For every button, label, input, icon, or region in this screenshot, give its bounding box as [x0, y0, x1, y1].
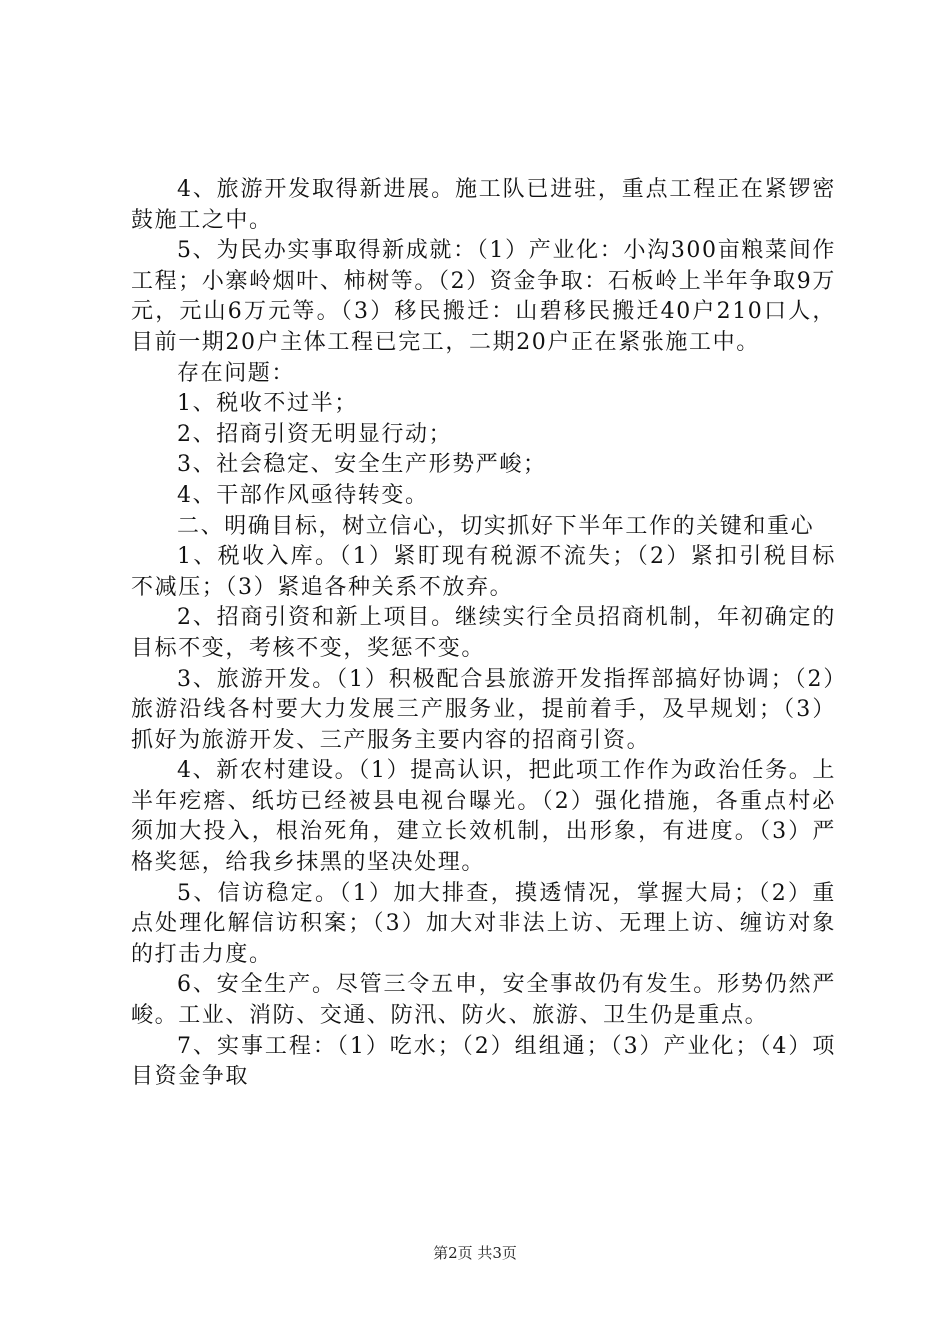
page-number-footer: 第2页 共3页 [433, 1244, 517, 1262]
paragraph-petition-stability: 5、信访稳定。（1）加大排查，摸透情况，掌握大局；（2）重点处理化解信访积案；（3）加大对非法上访、无理上访、缠访对象的打击力度。 [131, 880, 836, 967]
paragraph-tourism-progress: 4、旅游开发取得新进展。施工队已进驻，重点工程正在紧锣密鼓施工之中。 [131, 177, 836, 233]
paragraph-tax-collection: 1、税收入库。（1）紧盯现有税源不流失；（2）紧扣引税目标不减压；（3）紧追各种关系不放弃。 [131, 544, 836, 600]
paragraph-rural-construction: 4、新农村建设。（1）提高认识，把此项工作作为政治任务。上半年疙瘩、纸坊已经被县电视台曝光。（2）强化措施，各重点村必须加大投入，根治死角，建立长效机制，出形象，有进度。（3）严格奖惩，给我乡抹黑的坚决处理。 [131, 758, 836, 876]
paragraph-practical-projects: 7、实事工程：（1）吃水；（2）组组通；（3）产业化；（4）项目资金争取 [131, 1033, 836, 1090]
paragraph-problem-tax: 1、税收不过半； [177, 391, 358, 417]
paragraph-investment-projects: 2、招商引资和新上项目。继续实行全员招商机制，年初确定的目标不变，考核不变，奖惩不变。 [131, 605, 836, 661]
paragraph-tourism-development: 3、旅游开发。（1）积极配合县旅游开发指挥部搞好协调；（2）旅游沿线各村要大力发展三产服务业，提前着手，及早规划；（3）抓好为旅游开发、三产服务主要内容的招商引资。 [131, 666, 836, 753]
section-heading-goals: 二、明确目标，树立信心，切实抓好下半年工作的关键和重心 [177, 513, 815, 539]
paragraph-problems-heading: 存在问题： [177, 360, 296, 386]
paragraph-problem-safety: 3、社会稳定、安全生产形势严峻； [177, 452, 547, 478]
paragraph-public-affairs: 5、为民办实事取得新成就：（1）产业化：小沟300亩粮菜间作工程；小寨岭烟叶、柿树等。（2）资金争取：石板岭上半年争取9万元，元山6万元等。（3）移民搬迁：山碧移民搬迁40户210口人，目前一期20户主体工程已完工，二期20户正在紧张施工中。 [131, 238, 836, 355]
paragraph-problem-investment: 2、招商引资无明显行动； [177, 421, 453, 447]
document-body [131, 175, 836, 1093]
paragraph-production-safety: 6、安全生产。尽管三令五申，安全事故仍有发生。形势仍然严峻。工业、消防、交通、防汛、防火、旅游、卫生仍是重点。 [131, 972, 836, 1029]
paragraph-problem-cadre: 4、干部作风亟待转变。 [177, 482, 429, 508]
